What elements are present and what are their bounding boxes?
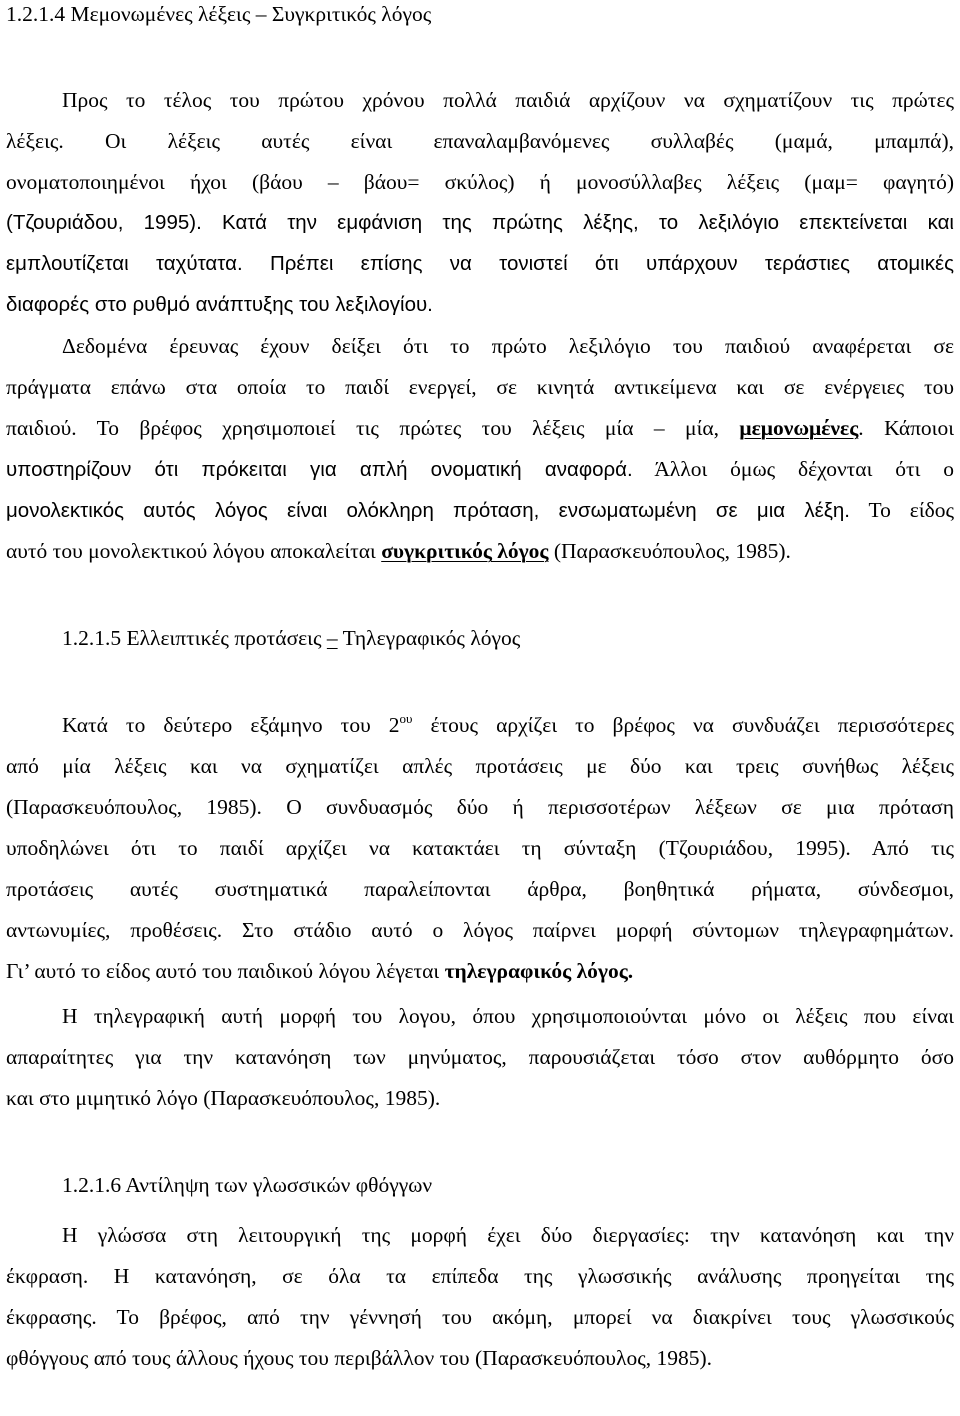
heading-dash: – (326, 626, 338, 650)
text-run: Άλλοι όμως δέχονται ότι ο (632, 457, 954, 481)
text-run: (Τζουριάδου, 1995). (6, 211, 202, 234)
section-heading-1-2-1-5 (62, 625, 520, 651)
text-run: (Παρασκευόπουλος, 1985). (548, 539, 791, 563)
emphasis-term: μεμονωμένες (739, 416, 859, 440)
text-run: Πρέπει επίσης να τονιστεί ότι υπάρχουν τεράστιες ατομικές (242, 252, 955, 275)
paragraph-line (6, 415, 954, 441)
text-run: αυτό του μονολεκτικού λόγου αποκαλείται (6, 539, 382, 563)
paragraph-line (62, 712, 954, 738)
text-run: υποστηρίζουν ότι πρόκειται για απλή ονοματική αναφορά. (6, 458, 633, 481)
paragraph-line: φθόγγους από τους άλλους ήχους του περιβάλλον του (Παρασκευόπουλος, 1985). (6, 1346, 713, 1370)
paragraph-line: έκφρασης. Το βρέφος, από την γέννησή του ακόμη, μπορεί να διακρίνει τους γλωσσικούς (6, 1305, 954, 1329)
text-run: έτους αρχίζει το βρέφος να συνδυάζει περισσότερες (412, 713, 954, 737)
paragraph-line (6, 958, 633, 984)
text-run: Το είδος (850, 498, 954, 522)
heading-text: 1.2.1.5 Ελλειπτικές προτάσεις (62, 626, 327, 650)
emphasis-term: συγκριτικός λόγος (381, 539, 549, 563)
heading-text: Τηλεγραφικός λόγος (337, 626, 521, 650)
text-run: . Κάποιοι (858, 416, 955, 440)
paragraph-line: Η τηλεγραφική αυτή μορφή του λογου, όπου χρησιμοποιούνται μόνο οι λέξεις που είναι (62, 1004, 954, 1028)
paragraph-line: ονοματοποιημένοι ήχοι (βάου – βάου= σκύλος) ή μονοσύλλαβες λέξεις (μαμ= φαγητό) (6, 170, 954, 194)
paragraph-line: αντωνυμίες, προθέσεις. Στο στάδιο αυτό ο λόγος παίρνει μορφή σύντομων τηλεγραφημάτων. (6, 918, 954, 942)
emphasis-term: τηλεγραφικός λόγος. (444, 959, 634, 983)
paragraph-line: Δεδομένα έρευνας έχουν δείξει ότι το πρώτο λεξιλόγιο του παιδιού αναφέρεται σε (62, 334, 954, 358)
paragraph-line (6, 497, 954, 523)
paragraph-line: προτάσεις αυτές συστηματικά παραλείπονται άρθρα, βοηθητικά ρήματα, σύνδεσμοι, (6, 877, 954, 901)
paragraph-line (6, 210, 954, 236)
paragraph-line: πράγματα επάνω στα οποία το παιδί ενεργεί, σε κινητά αντικείμενα και σε ενέργειες του (6, 375, 954, 399)
text-run: Κατά το δεύτερο εξάμηνο του 2 (62, 713, 400, 737)
paragraph-line: (Παρασκευόπουλος, 1985). Ο συνδυασμός δύο ή περισσοτέρων λέξεων σε μια πρόταση (6, 795, 954, 819)
paragraph-line: έκφραση. Η κατανόηση, σε όλα τα επίπεδα της γλωσσικής ανάλυσης προηγείται της (6, 1264, 954, 1288)
paragraph-line: υποδηλώνει ότι το παιδί αρχίζει να κατακτάει τη σύνταξη (Τζουριάδου, 1995). Από τις (6, 836, 954, 860)
paragraph-line: Η γλώσσα στη λειτουργική της μορφή έχει δύο διεργασίες: την κατανόηση και την (62, 1223, 954, 1247)
paragraph-line: λέξεις. Οι λέξεις αυτές είναι επαναλαμβανόμενες συλλαβές (μαμά, μπαμπά), (6, 129, 954, 153)
paragraph-line: και στο μιμητικό λόγο (Παρασκευόπουλος, 1985). (6, 1086, 441, 1110)
text-run: παιδιού. Το βρέφος χρησιμοποιεί τις πρώτες του λέξεις μία – μία, (6, 416, 740, 440)
section-heading-1-2-1-4: 1.2.1.4 Μεμονωμένες λέξεις – Συγκριτικός λόγος (6, 2, 432, 26)
text-run: εμπλουτίζεται ταχύτατα. (6, 252, 243, 275)
paragraph-line (6, 456, 954, 482)
section-heading-1-2-1-6: 1.2.1.6 Αντίληψη των γλωσσικών φθόγγων (62, 1173, 433, 1197)
superscript: ου (399, 711, 413, 726)
paragraph-line (6, 538, 791, 564)
text-run: Κατά την εμφάνιση της πρώτης λέξης, το λεξιλόγιο επεκτείνεται και (201, 211, 954, 234)
paragraph-line: Προς το τέλος του πρώτου χρόνου πολλά παιδιά αρχίζουν να σχηματίζουν τις πρώτες (62, 88, 954, 112)
text-run: Γι’ αυτό το είδος αυτό του παιδικού λόγου λέγεται (6, 959, 445, 983)
text-run: μονολεκτικός αυτός λόγος είναι ολόκληρη πρόταση, ενσωματωμένη σε μια λέξη. (6, 499, 850, 522)
paragraph-line: διαφορές στο ρυθμό ανάπτυξης του λεξιλογίου. (6, 293, 433, 316)
paragraph-line (6, 251, 954, 277)
paragraph-line: από μία λέξεις και να σχηματίζει απλές προτάσεις με δύο και τρεις συνήθως λέξεις (6, 754, 954, 778)
paragraph-line: απαραίτητες για την κατανόηση των μηνύματος, παρουσιάζεται τόσο στον αυθόρμητο όσο (6, 1045, 954, 1069)
